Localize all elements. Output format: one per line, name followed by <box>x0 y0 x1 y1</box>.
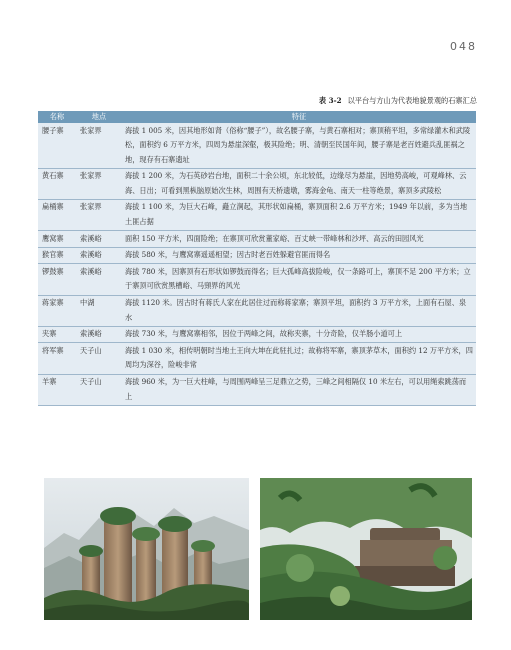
table-row <box>38 199 476 230</box>
cell-feature: 海拔 1120 米。因古时有蒋氏人家在此居住过而称蒋家寨；寨顶平坦，面积约 3 万平方米，上面有石屋、泉水 <box>125 298 467 322</box>
cell-name: 将军寨 <box>42 345 64 355</box>
table-row <box>38 247 476 264</box>
cell-feature: 面积 150 平方米，四面险绝；在寨顶可欣赏董家峪、百丈峡一带峰林和沙坪、高云的田园风光 <box>125 233 424 243</box>
cell-location: 索溪峪 <box>80 233 102 243</box>
cell-location: 索溪峪 <box>80 266 102 276</box>
cell-name: 腰子寨 <box>42 125 64 135</box>
mesa-cliff-forest-photo <box>260 478 472 620</box>
column-header-location: 地点 <box>91 112 107 121</box>
cell-feature: 海拔 730 米，与鹰窝寨相邻，因位于两峰之间，故称夹寨，十分奇险，仅羊肠小道可上 <box>125 329 403 339</box>
table-row <box>38 123 476 168</box>
table-row <box>38 264 476 295</box>
table-row <box>38 374 476 405</box>
cell-name: 锣鼓寨 <box>42 266 64 276</box>
cell-name: 羊寨 <box>42 377 57 386</box>
table-row <box>38 295 476 326</box>
cell-location: 张家界 <box>80 171 102 181</box>
cell-location: 张家界 <box>80 202 102 212</box>
cell-name: 鹰窝寨 <box>42 233 64 243</box>
column-header-feature: 特征 <box>291 112 307 121</box>
page-number: 048 <box>450 40 477 53</box>
cell-location: 天子山 <box>80 345 102 355</box>
cell-feature: 海拔 580 米，与鹰窝寨遥遥相望；因古时老百姓躲避官匪而得名 <box>125 250 331 260</box>
table-header-row <box>38 111 476 123</box>
table-row <box>38 343 476 374</box>
sandstone-pillars-photo <box>44 478 249 620</box>
column-header-name: 名称 <box>49 112 65 121</box>
cell-feature: 海拔 1 005 米，因其地形如肾（俗称“腰子”），故名腰子寨，与黄石寨相对；寨顶稍平坦，多常绿灌木和武陵松，面积约 6 万平方米，四周为悬崖深壑，极其险绝；明、清朝至民国年间，腰子寨是老百姓避兵乱匪祸之地，现存有石寨遗址 <box>125 125 471 164</box>
cell-location: 索溪峪 <box>80 250 102 260</box>
cell-feature: 海拔 1 200 米，为石英砂岩台地，面积二十余公顷，东北较低，边缘尽为悬崖，因地势高峻，可观峰林、云海、日出；可看到黑枞脑原始次生林，周围有天桥遗墩，雾海金龟、南天一柱等绝景，寨顶多武陵松 <box>125 171 467 195</box>
cell-name: 猴官寨 <box>42 250 64 260</box>
summary-table <box>38 111 476 406</box>
cell-feature: 海拔 780 米，因寨顶有石形状如锣鼓而得名；巨大孤峰高拔险峻，仅一条路可上，寨顶不足 200 平方米；立于寨顶可欣赏黑槽峪、马頸界的风光 <box>125 266 471 291</box>
cell-location: 中湖 <box>80 298 95 308</box>
table-caption-number: 表 3-2 <box>318 96 342 105</box>
table-row <box>38 326 476 343</box>
cell-name: 扁桶寨 <box>42 202 64 212</box>
cell-name: 黄石寨 <box>42 171 64 181</box>
cell-location: 索溪峪 <box>80 329 102 339</box>
table-caption <box>319 96 477 106</box>
cell-feature: 海拔 1 100 米，为巨大石峰，矗立涧起，其形状如扁桶，寨顶面积 2.6 万平方米；1949 年以前，多为当地土匪占据 <box>125 202 468 227</box>
cell-location: 天子山 <box>80 377 102 386</box>
cell-feature: 海拔 1 030 米，相传明朝时当地土王向大坤在此驻扎过；故称将军寨，寨顶茅草木，面积约 12 万平方米，四周均为深谷，险峻非常 <box>125 345 473 370</box>
cell-location: 张家界 <box>80 125 102 135</box>
cell-feature: 海拔 960 米，为一巨大柱峰，与周围两峰呈三足鼎立之势，三峰之间相隔仅 10 米左右，可以用绳索跳荡而上 <box>125 377 467 401</box>
table-row <box>38 168 476 199</box>
table-row <box>38 231 476 248</box>
table-caption-title: 以平台与方山为代表地貌景观的石寨汇总 <box>347 96 477 105</box>
cell-name: 夹寨 <box>42 329 57 339</box>
cell-name: 蒋家寨 <box>42 298 64 308</box>
